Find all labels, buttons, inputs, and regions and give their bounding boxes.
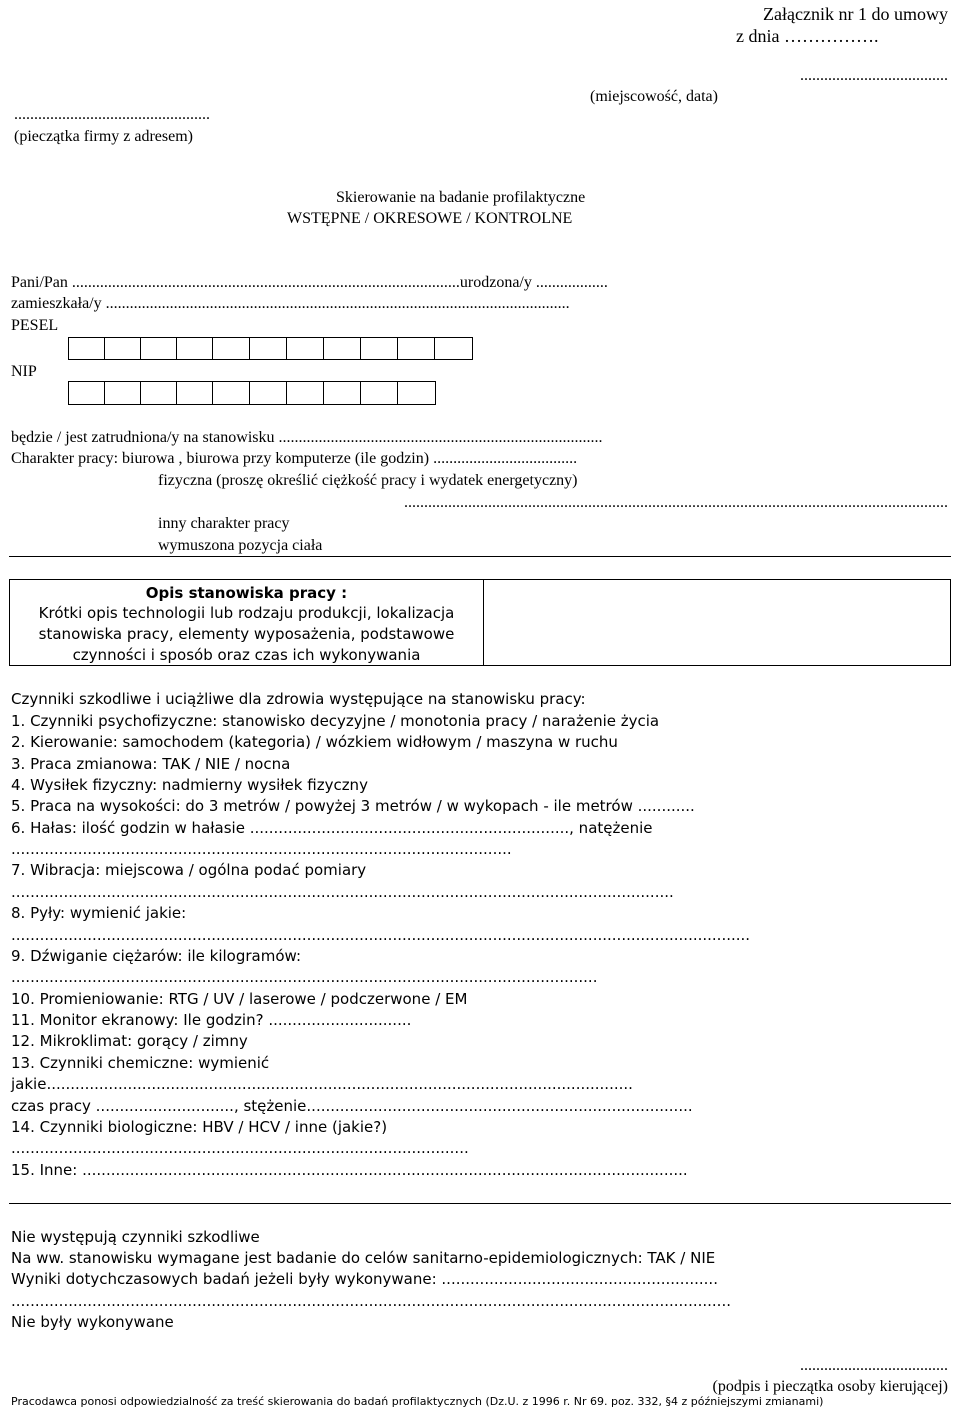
factor-item: 11. Monitor ekranowy: Ile godzin? .............................. xyxy=(11,1011,412,1029)
attachment-line-2: z dnia ……………. xyxy=(736,26,879,46)
nip-box[interactable] xyxy=(249,381,287,405)
sanitary-exam-line: Na ww. stanowisku wymagane jest badanie do celów sanitarno-epidemiologicznych: TAK / NIE xyxy=(11,1249,716,1267)
place-date-dots: ..................................... xyxy=(800,67,948,84)
factor-item: 4. Wysiłek fizyczny: nadmierny wysiłek fizyczny xyxy=(11,776,368,794)
nip-box[interactable] xyxy=(286,381,324,405)
attachment-line-1: Załącznik nr 1 do umowy xyxy=(763,4,948,24)
factor-item: 13. Czynniki chemiczne: wymienić xyxy=(11,1054,270,1072)
factor-item: 6. Hałas: ilość godzin w hałasie ..................................................................., natężenie xyxy=(11,819,653,837)
legal-footer-note: Pracodawca ponosi odpowiedzialność za treść skierowania do badań profilaktycznych (Dz.U. z 1996 r. Nr 69. poz. 332, §4 z późniejszymi zmianami) xyxy=(11,1395,824,1408)
address-line: zamieszkała/y .................................................................................................................... xyxy=(11,295,570,312)
pesel-box[interactable] xyxy=(249,337,287,360)
nip-box[interactable] xyxy=(212,381,250,405)
pesel-box[interactable] xyxy=(104,337,141,360)
workplace-description-heading: Opis stanowiska pracy : xyxy=(145,584,348,602)
employment-line: będzie / jest zatrudniona/y na stanowisku ................................................................................. xyxy=(11,429,603,446)
factors-heading: Czynniki szkodliwe i uciążliwe dla zdrowia występujące na stanowisku pracy: xyxy=(11,690,586,708)
factor-item: 1. Czynniki psychofizyczne: stanowisko decyzyjne / monotonia pracy / narażenie życia xyxy=(11,712,660,730)
no-harmful-factors-line: Nie występują czynniki szkodliwe xyxy=(11,1228,260,1246)
pesel-box[interactable] xyxy=(140,337,177,360)
workplace-description-table xyxy=(9,579,951,666)
factor-item: 10. Promieniowanie: RTG / UV / laserowe / podczerwone / EM xyxy=(11,990,468,1008)
signature-dots: ..................................... xyxy=(800,1357,948,1374)
pesel-box[interactable] xyxy=(397,337,435,360)
previous-results-line: Wyniki dotychczasowych badań jeżeli były wykonywane: .......................................................... xyxy=(11,1270,718,1288)
pesel-box[interactable] xyxy=(360,337,398,360)
section-divider xyxy=(9,1203,951,1204)
factor-item: 12. Mikroklimat: gorący / zimny xyxy=(11,1032,248,1050)
pesel-box[interactable] xyxy=(212,337,250,360)
stamp-dots: ................................................. xyxy=(14,106,210,123)
nip-label: NIP xyxy=(11,363,37,380)
factor-item: ................................................................................................ xyxy=(11,1139,469,1157)
nip-box[interactable] xyxy=(397,381,436,405)
nip-box[interactable] xyxy=(360,381,398,405)
factor-item: jakie........................................................................................................................... xyxy=(11,1075,633,1093)
factor-item: 14. Czynniki biologiczne: HBV / HCV / inne (jakie?) xyxy=(11,1118,388,1136)
pesel-label: PESEL xyxy=(11,317,59,334)
pesel-box[interactable] xyxy=(176,337,213,360)
name-birth-line: Pani/Pan .................................................................................................urodzona/y .................. xyxy=(11,274,608,291)
examination-type-options: WSTĘPNE / OKRESOWE / KONTROLNE xyxy=(287,210,573,227)
pesel-box[interactable] xyxy=(323,337,361,360)
not-performed-line: Nie były wykonywane xyxy=(11,1313,174,1331)
workplace-description-text-3: czynności i sposób oraz czas ich wykonywania xyxy=(72,646,421,664)
nip-box[interactable] xyxy=(68,381,105,405)
signature-label: (podpis i pieczątka osoby kierującej) xyxy=(712,1378,948,1395)
previous-results-dots: ....................................................................................................................................................... xyxy=(11,1292,731,1310)
pesel-box[interactable] xyxy=(434,337,473,360)
factor-item: 3. Praca zmianowa: TAK / NIE / nocna xyxy=(11,755,291,773)
workplace-description-text-2: stanowiska pracy, elementy wyposażenia, podstawowe xyxy=(38,625,455,643)
nip-box[interactable] xyxy=(104,381,141,405)
factor-item: ........................................................................................................................... xyxy=(11,968,598,986)
nip-box[interactable] xyxy=(323,381,361,405)
factor-item: 5. Praca na wysokości: do 3 metrów / powyżej 3 metrów / w wykopach - ile metrów ............ xyxy=(11,797,695,815)
factor-item: 15. Inne: ............................................................................................................................... xyxy=(11,1161,688,1179)
factor-item: ........................................................................................................................................... xyxy=(11,883,674,901)
other-work-line: inny charakter pracy xyxy=(158,515,290,532)
section-divider xyxy=(9,556,951,557)
physical-work-line: fizyczna (proszę określić ciężkość pracy i wydatek energetyczny) xyxy=(158,472,578,489)
factor-item: ........................................................................................................................................................... xyxy=(11,926,751,944)
nip-box[interactable] xyxy=(140,381,177,405)
pesel-box[interactable] xyxy=(68,337,105,360)
place-date-label: (miejscowość, data) xyxy=(590,88,718,105)
factor-item: 2. Kierowanie: samochodem (kategoria) / wózkiem widłowym / maszyna w ruchu xyxy=(11,733,618,751)
pesel-box[interactable] xyxy=(286,337,324,360)
document-title: Skierowanie na badanie profilaktyczne xyxy=(336,189,586,206)
workplace-description-text-1: Krótki opis technologii lub rodzaju produkcji, lokalizacja xyxy=(38,604,455,622)
factor-item: ......................................................................................................... xyxy=(11,840,512,858)
physical-work-dots: ........................................................................................................................................ xyxy=(404,494,948,511)
work-character-line: Charakter pracy: biurowa , biurowa przy komputerze (ile godzin) .................................... xyxy=(11,450,578,467)
factor-item: 8. Pyły: wymienić jakie: xyxy=(11,904,187,922)
forced-position-line: wymuszona pozycja ciała xyxy=(158,537,323,554)
factor-item: 7. Wibracja: miejscowa / ogólna podać pomiary xyxy=(11,861,367,879)
factor-item: 9. Dźwiganie ciężarów: ile kilogramów: xyxy=(11,947,302,965)
nip-box[interactable] xyxy=(176,381,213,405)
stamp-label: (pieczątka firmy z adresem) xyxy=(14,128,194,145)
workplace-description-field[interactable] xyxy=(484,580,950,665)
factor-item: czas pracy ............................., stężenie................................................................................. xyxy=(11,1097,693,1115)
